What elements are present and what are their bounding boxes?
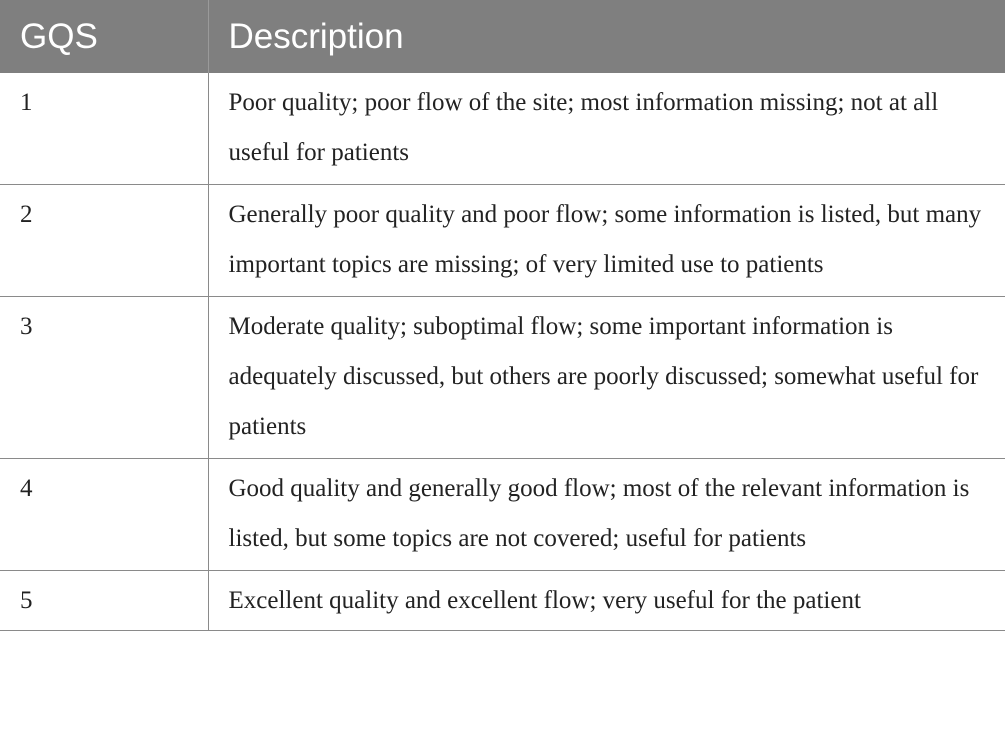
table-row bbox=[0, 297, 1005, 459]
table-header bbox=[0, 0, 1005, 73]
description-cell: Excellent quality and excellent flow; very useful for the patient bbox=[208, 571, 1005, 631]
description-cell: Generally poor quality and poor flow; some information is listed, but many important topics are missing; of very limited use to patients bbox=[208, 185, 1005, 297]
gqs-score-cell: 1 bbox=[0, 73, 208, 185]
header-row bbox=[0, 0, 1005, 73]
gqs-score-cell: 3 bbox=[0, 297, 208, 459]
table-row bbox=[0, 73, 1005, 185]
table-row bbox=[0, 459, 1005, 571]
gqs-score-cell: 5 bbox=[0, 571, 208, 631]
description-cell: Moderate quality; suboptimal flow; some important information is adequately discussed, but others are poorly discussed; somewhat useful for patients bbox=[208, 297, 1005, 459]
description-cell: Good quality and generally good flow; most of the relevant information is listed, but some topics are not covered; useful for patients bbox=[208, 459, 1005, 571]
header-description: Description bbox=[208, 0, 1005, 73]
gqs-score-cell: 2 bbox=[0, 185, 208, 297]
header-gqs: GQS bbox=[0, 0, 208, 73]
table-row bbox=[0, 185, 1005, 297]
gqs-score-cell: 4 bbox=[0, 459, 208, 571]
description-cell: Poor quality; poor flow of the site; most information missing; not at all useful for patients bbox=[208, 73, 1005, 185]
table-body bbox=[0, 73, 1005, 631]
table-row bbox=[0, 571, 1005, 631]
